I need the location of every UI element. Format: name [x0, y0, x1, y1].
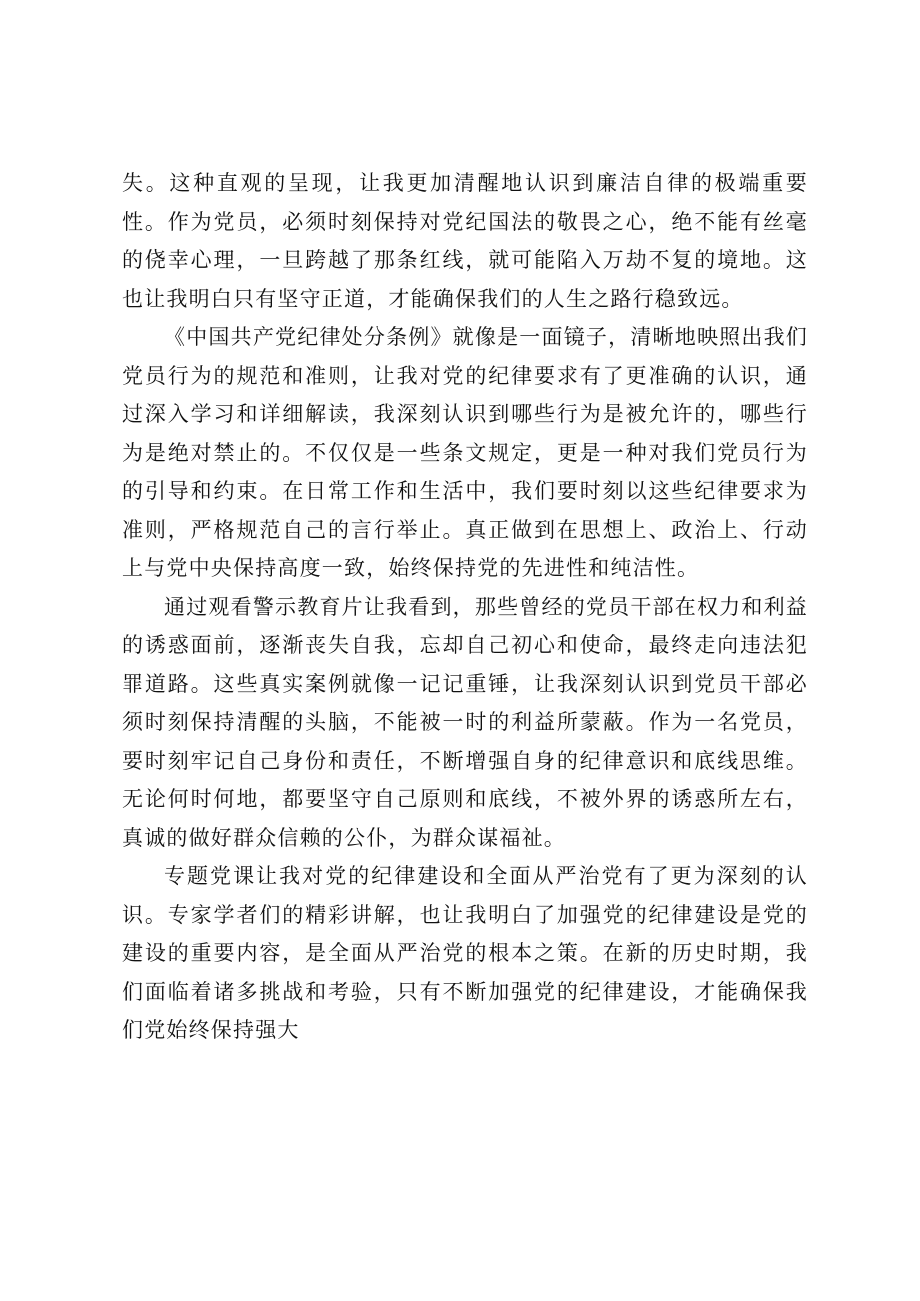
paragraph-continuation: 失。这种直观的呈现，让我更加清醒地认识到廉洁自律的极端重要性。作为党员，必须时刻保持对党纪国法的敬畏之心，绝不能有丝毫的侥幸心理，一旦跨越了那条红线，就可能陷入万劫不复的境地。这也让我明白只有坚守正道，才能确保我们的人生之路行稳致远。: [122, 171, 808, 311]
paragraph-discipline-regulations: 《中国共产党纪律处分条例》就像是一面镜子，清晰地映照出我们党员行为的规范和准则，让我对党的纪律要求有了更准确的认识，通过深入学习和详细解读，我深刻认识到哪些行为是被允许的，哪些行为是绝对禁止的。不仅仅是一些条文规定，更是一种对我们党员行为的引导和约束。在日常工作和生活中，我们要时刻以这些纪律要求为准则，严格规范自己的言行举止。真正做到在思想上、政治上、行动上与党中央保持高度一致，始终保持党的先进性和纯洁性。: [122, 325, 808, 580]
document-body: [122, 164, 808, 1050]
paragraph-warning-education-film: 通过观看警示教育片让我看到，那些曾经的党员干部在权力和利益的诱惑面前，逐渐丧失自我，忘却自己初心和使命，最终走向违法犯罪道路。这些真实案例就像一记记重锤，让我深刻认识到党员干部必须时刻保持清醒的头脑，不能被一时的利益所蒙蔽。作为一名党员，要时刻牢记自己身份和责任，不断增强自身的纪律意识和底线思维。无论何时何地，都要坚守自己原则和底线，不被外界的诱惑所左右，真诚的做好群众信赖的公仆，为群众谋福祉。: [122, 594, 808, 850]
paragraph-special-party-lecture: 专题党课让我对党的纪律建设和全面从严治党有了更为深刻的认识。专家学者们的精彩讲解，也让我明白了加强党的纪律建设是党的建设的重要内容，是全面从严治党的根本之策。在新的历史时期，我们面临着诸多挑战和考验，只有不断加强党的纪律建设，才能确保我们党始终保持强大: [122, 864, 808, 1042]
